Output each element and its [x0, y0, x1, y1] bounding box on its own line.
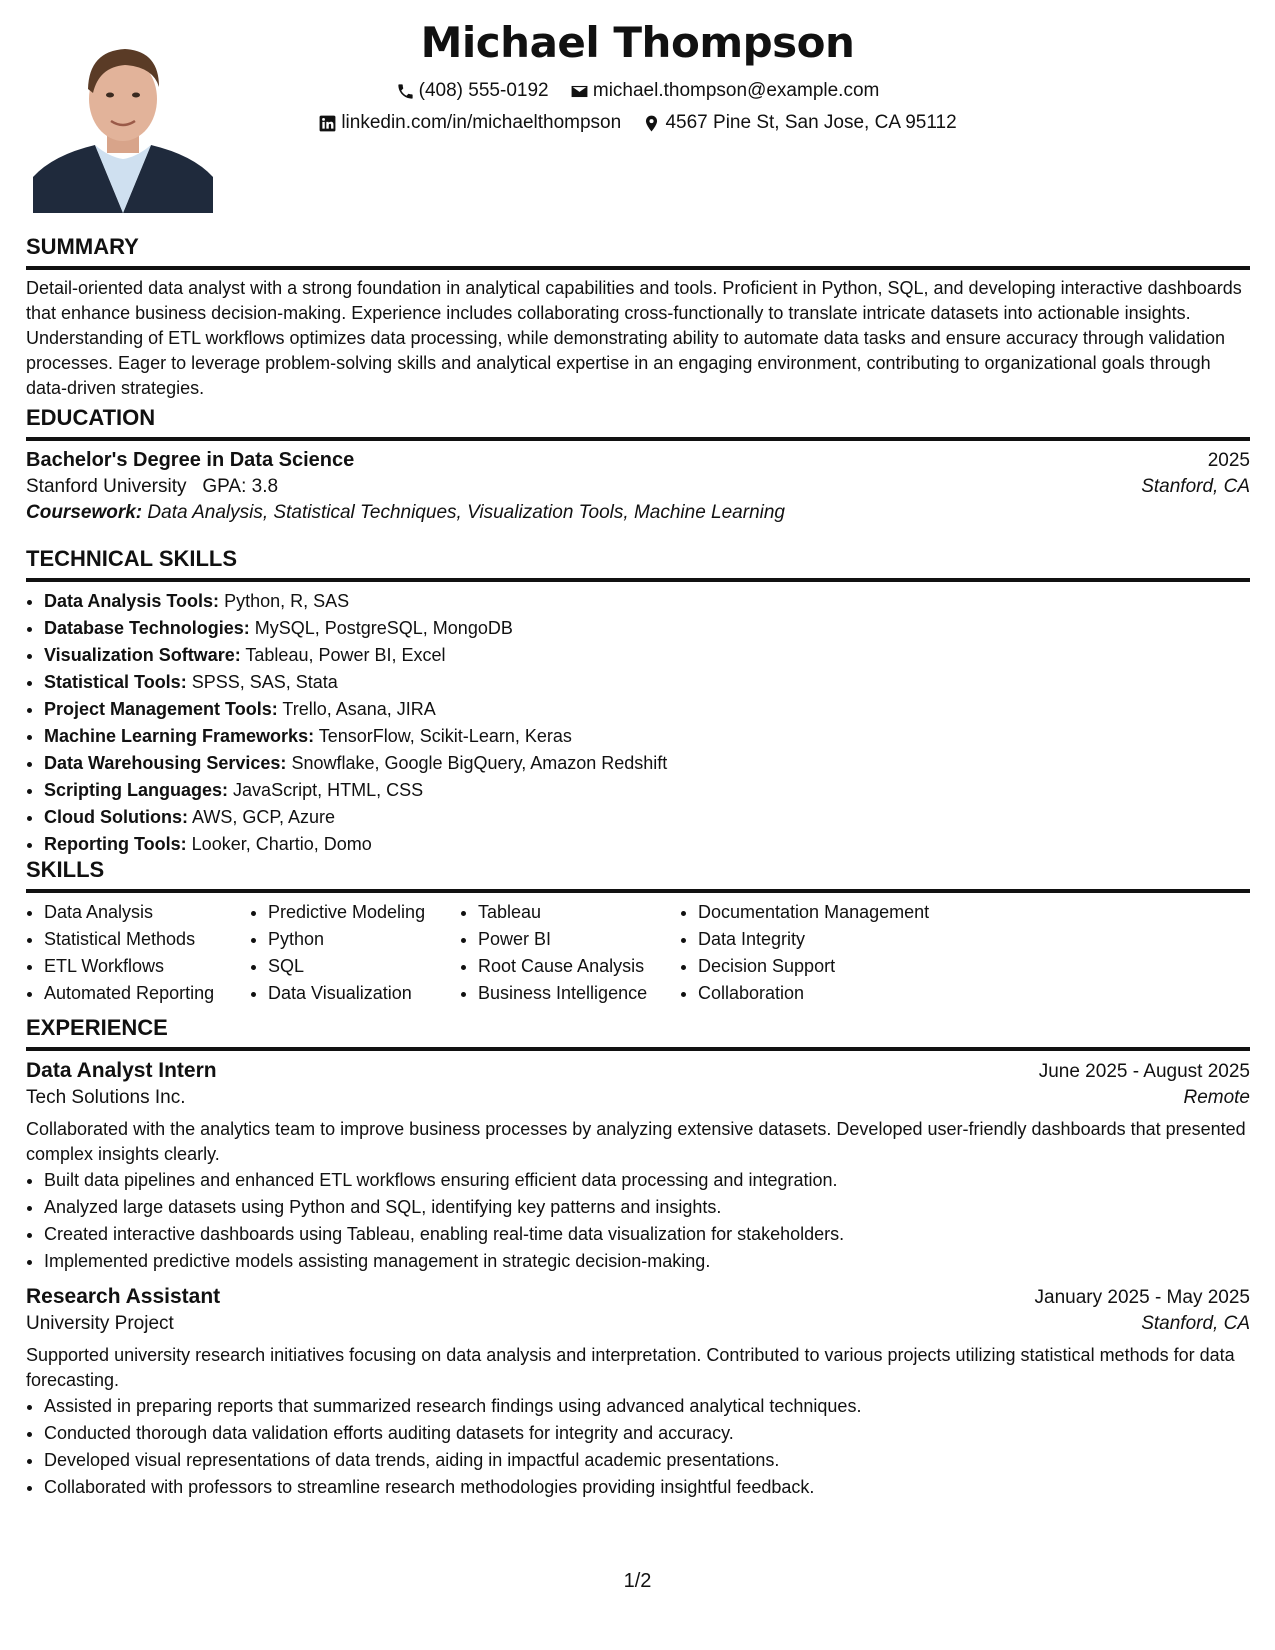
job-summary: Collaborated with the analytics team to improve business processes by analyzing extensive datasets. Developed user-friendly dashboards that presented complex insights clearly.	[26, 1119, 1246, 1164]
list-item	[44, 615, 1250, 642]
job-entry	[26, 1059, 1250, 1275]
skill-value: MySQL, PostgreSQL, MongoDB	[254, 618, 513, 638]
list-item: • Documentation Management	[698, 899, 998, 926]
list-item: • Python	[268, 926, 460, 953]
school-name: Stanford University	[26, 476, 187, 497]
list-item: • Conducted thorough data validation efforts auditing datasets for integrity and accuracy.	[44, 1420, 1250, 1447]
summary-text: Detail-oriented data analyst with a strong foundation in analytical capabilities and tools. Proficient in Python, SQL, and developing interactive dashboards that enhance business decision-making. Experience includes collaborating cross-functionally to translate intricate datasets into actionable insights. Understanding of ETL workflows optimizes data processing, while demonstrating ability to automate data tasks and ensure accuracy through validation processes. Eager to leverage problem-solving skills and analytical expertise in an engaging environment, contributing to organizational goals through data-driven strategies.	[26, 278, 1242, 398]
education-degree-row	[26, 449, 1250, 472]
job-title-row	[26, 1285, 1250, 1309]
skill-value: SPSS, SAS, Stata	[191, 672, 338, 692]
list-item: • Data Integrity	[698, 926, 998, 953]
skill-label: Database Technologies:	[44, 618, 250, 638]
list-item	[44, 804, 1250, 831]
contact-line-2	[0, 112, 1275, 139]
linkedin-contact[interactable]	[318, 112, 621, 134]
list-item: • Collaboration	[698, 980, 998, 1007]
education-school-row	[26, 476, 1250, 498]
list-item: • Developed visual representations of data trends, aiding in impactful academic presentations.	[44, 1447, 1250, 1474]
skills-section	[26, 857, 1250, 1007]
job-bullets	[26, 1167, 1250, 1275]
phone-text: (408) 555-0192	[418, 80, 549, 101]
degree-name: Bachelor's Degree in Data Science	[26, 449, 355, 471]
skills-column-3	[460, 899, 680, 1007]
skill-value: Trello, Asana, JIRA	[282, 699, 436, 719]
list-item: • Analyzed large datasets using Python and SQL, identifying key patterns and insights.	[44, 1194, 1250, 1221]
list-item	[44, 588, 1250, 615]
list-item: • ETL Workflows	[44, 953, 250, 980]
map-pin-icon	[642, 114, 661, 133]
list-item: • SQL	[268, 953, 460, 980]
phone-icon	[396, 82, 415, 101]
job-location: Stanford, CA	[1141, 1313, 1250, 1334]
skills-column-1	[26, 899, 250, 1007]
skill-label: Project Management Tools:	[44, 699, 278, 719]
list-item: • Root Cause Analysis	[478, 953, 680, 980]
list-item	[44, 831, 1250, 858]
list-item: • Data Analysis	[44, 899, 250, 926]
contact-line-1	[0, 80, 1275, 107]
education-heading: EDUCATION	[26, 405, 1250, 441]
address-contact	[642, 112, 956, 134]
skill-label: Data Analysis Tools:	[44, 591, 220, 611]
envelope-icon	[570, 82, 589, 101]
job-company: Tech Solutions Inc.	[26, 1087, 186, 1108]
job-title: Data Analyst Intern	[26, 1059, 217, 1082]
coursework-label: Coursework:	[26, 502, 143, 523]
email-contact[interactable]	[570, 80, 879, 102]
job-company: University Project	[26, 1313, 174, 1334]
skills-heading: SKILLS	[26, 857, 1250, 893]
list-item: • Built data pipelines and enhanced ETL workflows ensuring efficient data processing and integration.	[44, 1167, 1250, 1194]
linkedin-text: linkedin.com/in/michaelthompson	[341, 112, 622, 133]
experience-section	[26, 1015, 1250, 1501]
technical-skills-list	[26, 588, 1250, 858]
skill-label: Reporting Tools:	[44, 834, 187, 854]
job-entry	[26, 1285, 1250, 1501]
job-summary: Supported university research initiatives focusing on data analysis and interpretation. Contributed to various projects utilizing statistical methods for data forecasting.	[26, 1345, 1235, 1390]
list-item: • Statistical Methods	[44, 926, 250, 953]
coursework-text: Data Analysis, Statistical Techniques, Visualization Tools, Machine Learning	[147, 502, 785, 523]
skill-value: Python, R, SAS	[224, 591, 350, 611]
list-item: • Business Intelligence	[478, 980, 680, 1007]
candidate-name: Michael Thompson	[420, 18, 855, 67]
technical-skills-section	[26, 546, 1250, 858]
education-section	[26, 405, 1250, 524]
skills-grid	[26, 899, 1250, 1007]
skill-label: Scripting Languages:	[44, 780, 229, 800]
summary-section	[26, 234, 1250, 401]
page-number: 1/2	[623, 1570, 652, 1592]
job-title: Research Assistant	[26, 1285, 221, 1308]
gpa: GPA: 3.8	[202, 476, 279, 497]
school-location: Stanford, CA	[1141, 476, 1250, 497]
list-item: • Created interactive dashboards using Tableau, enabling real-time data visualization for stakeholders.	[44, 1221, 1250, 1248]
skill-value: AWS, GCP, Azure	[192, 807, 336, 827]
job-bullets	[26, 1393, 1250, 1501]
list-item	[44, 777, 1250, 804]
list-item	[44, 642, 1250, 669]
list-item: • Implemented predictive models assisting management in strategic decision-making.	[44, 1248, 1250, 1275]
skills-column-2	[250, 899, 460, 1007]
linkedin-icon	[318, 114, 337, 133]
phone-contact[interactable]	[396, 80, 549, 102]
list-item	[44, 750, 1250, 777]
list-item: • Assisted in preparing reports that summarized research findings using advanced analytical techniques.	[44, 1393, 1250, 1420]
school-line	[26, 476, 278, 498]
skill-value: JavaScript, HTML, CSS	[233, 780, 424, 800]
experience-heading: EXPERIENCE	[26, 1015, 1250, 1051]
list-item: • Decision Support	[698, 953, 998, 980]
list-item: • Tableau	[478, 899, 680, 926]
list-item: • Predictive Modeling	[268, 899, 460, 926]
skill-label: Statistical Tools:	[44, 672, 187, 692]
summary-heading: SUMMARY	[26, 234, 1250, 270]
job-dates: January 2025 - May 2025	[1034, 1287, 1250, 1308]
skill-value: Snowflake, Google BigQuery, Amazon Redshift	[291, 753, 668, 773]
list-item	[44, 696, 1250, 723]
list-item: • Automated Reporting	[44, 980, 250, 1007]
job-company-row	[26, 1313, 1250, 1335]
skill-label: Machine Learning Frameworks:	[44, 726, 315, 746]
skill-value: TensorFlow, Scikit-Learn, Keras	[318, 726, 572, 746]
skill-label: Data Warehousing Services:	[44, 753, 287, 773]
technical-skills-heading: TECHNICAL SKILLS	[26, 546, 1250, 582]
skill-value: Looker, Chartio, Domo	[191, 834, 372, 854]
skill-label: Visualization Software:	[44, 645, 241, 665]
list-item: • Collaborated with professors to streamline research methodologies providing insightful feedback.	[44, 1474, 1250, 1501]
job-company-row	[26, 1087, 1250, 1109]
email-text: michael.thompson@example.com	[592, 80, 880, 101]
coursework-line	[26, 502, 1250, 524]
address-text: 4567 Pine St, San Jose, CA 95112	[665, 112, 957, 133]
skill-label: Cloud Solutions:	[44, 807, 188, 827]
skill-value: Tableau, Power BI, Excel	[245, 645, 446, 665]
job-dates: June 2025 - August 2025	[1038, 1061, 1250, 1082]
list-item	[44, 723, 1250, 750]
skills-column-4	[680, 899, 998, 1007]
list-item	[44, 669, 1250, 696]
list-item: • Data Visualization	[268, 980, 460, 1007]
list-item: • Power BI	[478, 926, 680, 953]
job-location: Remote	[1183, 1087, 1250, 1108]
job-title-row	[26, 1059, 1250, 1083]
graduation-year: 2025	[1207, 450, 1250, 471]
